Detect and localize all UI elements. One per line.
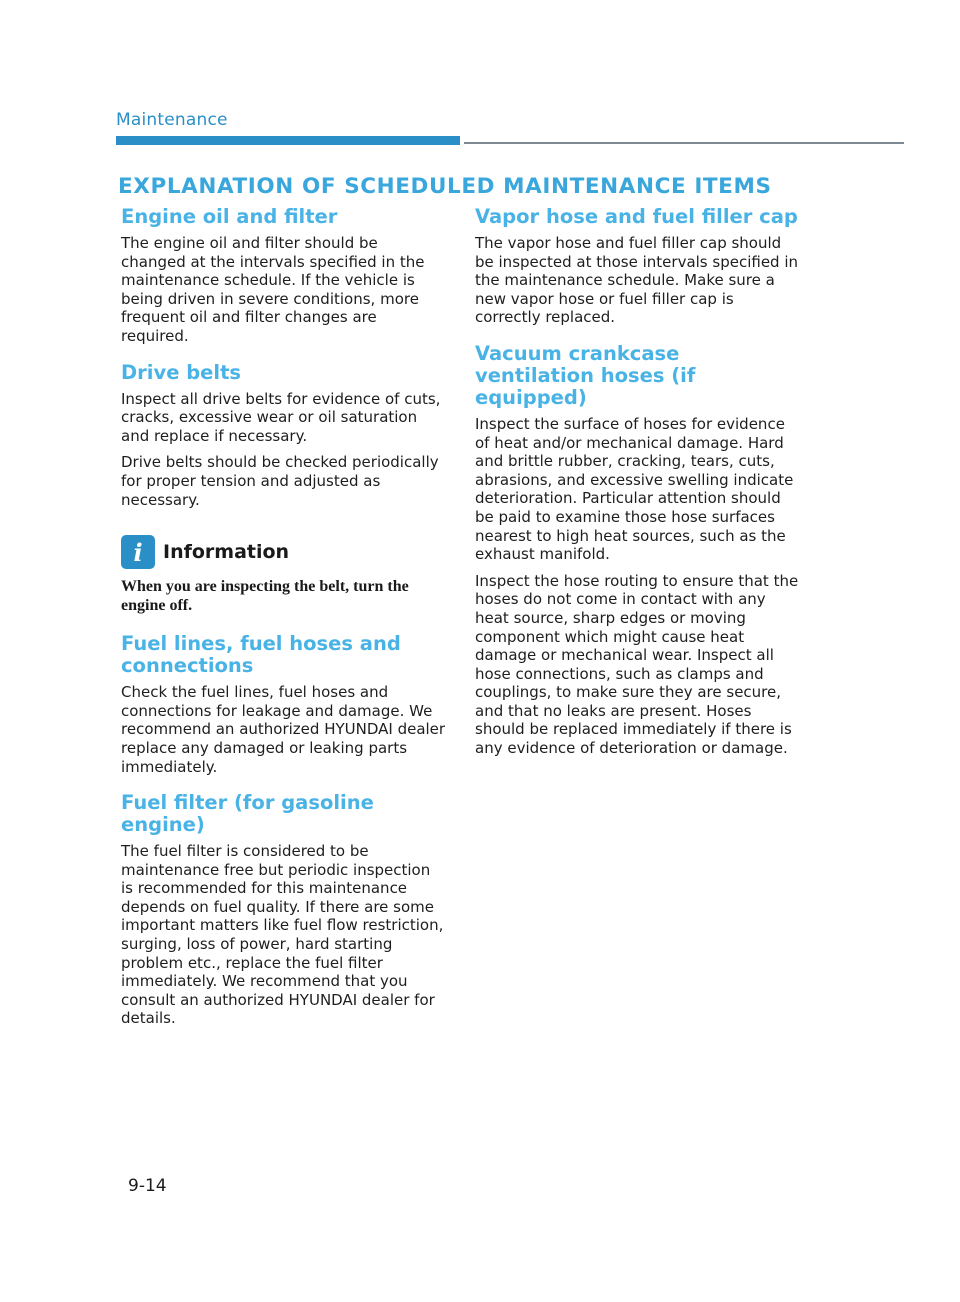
header-rule bbox=[464, 142, 904, 144]
vacuum-hoses-text-1: Inspect the surface of hoses for evidence of heat and/or mechanical damage. Hard and brittle rubber, cracking, tears, cuts, abrasions, and excessive swelling indicate deterioration. Particular attention should be paid to examine those hose surfaces nearest to high heat sources, such as the exhaust manifold. bbox=[475, 414, 794, 564]
vapor-hose-heading: Vapor hose and fuel filler cap bbox=[475, 205, 798, 228]
page-number: 9-14 bbox=[128, 1176, 167, 1196]
drive-belts-section bbox=[121, 362, 446, 510]
fuel-lines-section bbox=[121, 633, 446, 776]
engine-oil-text: The engine oil and filter should be changed at the intervals specified in the maintenance schedule. If the vehicle is being driven in severe conditions, more frequent oil and filter changes are required. bbox=[121, 234, 425, 345]
vacuum-hoses-section bbox=[475, 343, 800, 758]
fuel-filter-heading: Fuel filter (for gasoline engine) bbox=[121, 791, 374, 837]
engine-oil-section bbox=[121, 206, 446, 346]
vapor-hose-section bbox=[475, 206, 800, 327]
fuel-filter-text: The fuel filter is considered to be maintenance free but periodic inspection is recommended for this maintenance depends on fuel quality. If there are some important matters like fuel flow restriction, surging, loss of power, hard starting problem etc., replace the fuel filter immediately. We recommend that you consult an authorized HYUNDAI dealer for details. bbox=[121, 842, 444, 1028]
drive-belts-text-2: Drive belts should be checked periodically for proper tension and adjusted as necessary. bbox=[121, 453, 439, 509]
fuel-lines-text: Check the fuel lines, fuel hoses and connections for leakage and damage. We recommend an authorized HYUNDAI dealer replace any damaged or leaking parts immediately. bbox=[121, 683, 446, 776]
information-icon: i bbox=[121, 535, 155, 569]
right-column bbox=[475, 206, 800, 774]
fuel-lines-heading: Fuel lines, fuel hoses and connections bbox=[121, 632, 401, 678]
fuel-filter-section bbox=[121, 792, 446, 1028]
information-text: When you are inspecting the belt, turn the engine off. bbox=[121, 578, 409, 615]
drive-belts-text-1: Inspect all drive belts for evidence of cuts, cracks, excessive wear or oil saturation and replace if necessary. bbox=[121, 389, 441, 445]
information-title: Information bbox=[163, 541, 290, 564]
information-box bbox=[121, 535, 446, 615]
section-label: Maintenance bbox=[116, 110, 228, 130]
engine-oil-heading: Engine oil and filter bbox=[121, 205, 338, 228]
drive-belts-heading: Drive belts bbox=[121, 360, 242, 384]
vacuum-hoses-text-2: Inspect the hose routing to ensure that the hoses do not come in contact with any heat source, sharp edges or moving component which might cause heat damage or mechanical wear. Inspect all hose connections, such as clamps and couplings, to make sure they are secure, and that no leaks are present. Hoses should be replaced immediately if there is any evidence of deterioration or damage. bbox=[475, 571, 799, 758]
header-rule-accent bbox=[116, 136, 460, 145]
vacuum-hoses-heading: Vacuum crankcase ventilation hoses (if equipped) bbox=[475, 341, 696, 409]
information-header bbox=[121, 535, 446, 569]
left-column bbox=[121, 206, 446, 1044]
vapor-hose-text: The vapor hose and fuel filler cap should be inspected at those intervals specified in the maintenance schedule. Make sure a new vapor hose or fuel filler cap is correctly replaced. bbox=[475, 234, 799, 327]
page-title: EXPLANATION OF SCHEDULED MAINTENANCE ITEMS bbox=[118, 174, 772, 199]
